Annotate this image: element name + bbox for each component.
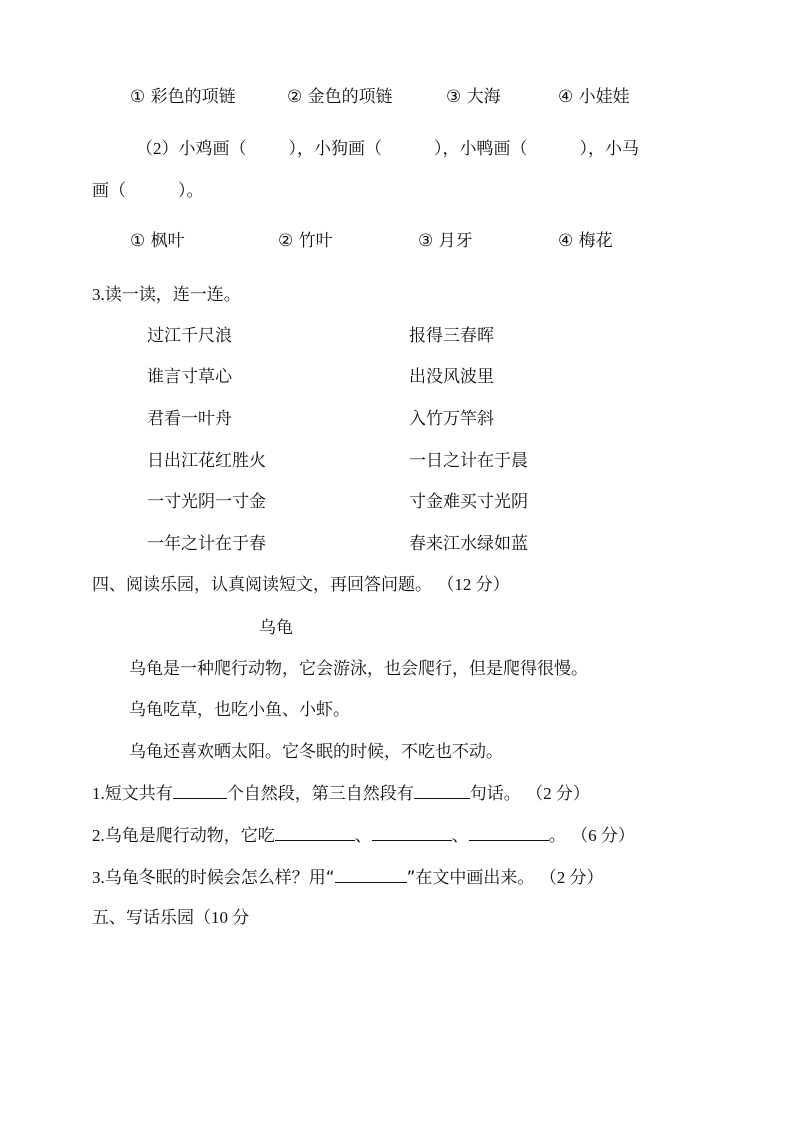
- question-text: 、: [451, 826, 469, 846]
- question-text: 、: [354, 826, 372, 846]
- question-2-part-2: [136, 138, 639, 160]
- section-4-heading: [92, 574, 510, 596]
- question-text: ）。: [178, 181, 204, 201]
- match-right-item: 寸金难买寸光阴: [409, 492, 528, 512]
- question-text: 画（: [92, 181, 126, 201]
- section-5-heading: [92, 907, 249, 929]
- section-score: （12 分）: [437, 575, 510, 594]
- question-number: 2.: [92, 826, 105, 845]
- option-mark: ④: [558, 231, 574, 251]
- option-mark: ③: [446, 87, 462, 107]
- question-number: 3.: [92, 285, 105, 304]
- option-mark: ②: [278, 231, 294, 251]
- passage-paragraph: 乌龟还喜欢晒太阳。它冬眠的时候，不吃也不动。: [129, 742, 503, 762]
- reading-question-1: [92, 782, 590, 805]
- option-text: 月牙: [438, 231, 473, 251]
- question-number: 3.: [92, 868, 105, 887]
- question-text: 读一读，连一连。: [104, 285, 241, 305]
- option-mark: ③: [418, 231, 434, 251]
- question-3-title: [92, 284, 241, 306]
- question-text: ），: [288, 139, 314, 159]
- question-number: 1.: [92, 784, 105, 803]
- answer-blank[interactable]: [372, 824, 452, 841]
- match-right-item: 一日之计在于晨: [409, 451, 528, 471]
- match-left-item: 日出江花红胜火: [147, 451, 266, 471]
- match-left-item: 谁言寸草心: [147, 367, 232, 387]
- passage-title: 乌龟: [259, 618, 293, 638]
- option-text: 竹叶: [298, 231, 333, 251]
- option-mark: ②: [287, 87, 303, 107]
- option-2: [287, 86, 393, 108]
- option-4: [558, 230, 613, 252]
- option-text: 大海: [466, 87, 501, 107]
- section-heading: 四、阅读乐园，认真阅读短文，再回答问题。: [92, 575, 432, 595]
- match-right-item: 出没风波里: [409, 367, 494, 387]
- question-score: （6 分）: [571, 826, 635, 845]
- option-mark: ①: [130, 231, 146, 251]
- question-text: 句话。: [469, 784, 521, 804]
- option-1: [130, 86, 236, 108]
- reading-question-2: [92, 824, 635, 847]
- section-score: （10 分: [194, 908, 250, 927]
- section-heading: 五、写话乐园: [92, 908, 194, 928]
- match-right-item: 报得三春晖: [409, 326, 494, 346]
- match-left-item: 君看一叶舟: [147, 409, 232, 429]
- question-text: 个自然段，第三自然段有: [226, 784, 414, 804]
- question-text: 小狗画（: [314, 139, 382, 159]
- question-text: 小鸡画（: [178, 139, 247, 159]
- match-left-item: 一寸光阴一寸金: [147, 492, 266, 512]
- answer-blank[interactable]: [469, 824, 549, 841]
- passage-paragraph: 乌龟吃草，也吃小鱼、小虾。: [129, 700, 350, 720]
- option-1: [130, 230, 185, 252]
- reading-question-3: [92, 866, 604, 889]
- question-label: （2）: [136, 139, 179, 158]
- answer-blank[interactable]: [275, 824, 355, 841]
- option-text: 枫叶: [150, 231, 185, 251]
- option-3: [446, 86, 501, 108]
- answer-blank[interactable]: [173, 782, 227, 799]
- question-text: ），: [434, 139, 460, 159]
- match-left-item: 过江千尺浪: [147, 326, 232, 346]
- option-text: 彩色的项链: [150, 87, 236, 107]
- question-text: ），: [579, 139, 605, 159]
- option-2: [278, 230, 333, 252]
- option-mark: ④: [558, 87, 574, 107]
- question-2-part-2-cont: [92, 180, 204, 202]
- match-right-item: 入竹万竿斜: [409, 409, 494, 429]
- question-text: 。: [548, 826, 566, 846]
- passage-paragraph: 乌龟是一种爬行动物，它会游泳，也会爬行，但是爬得很慢。: [129, 659, 588, 679]
- match-right-item: 春来江水绿如蓝: [409, 534, 528, 554]
- question-text: 乌龟冬眠的时候会怎么样？用“: [104, 868, 335, 888]
- option-mark: ①: [130, 87, 146, 107]
- answer-blank[interactable]: [414, 782, 470, 799]
- question-score: （2 分）: [539, 868, 604, 887]
- question-text: 短文共有: [104, 784, 173, 804]
- answer-blank[interactable]: [335, 866, 407, 883]
- option-text: 梅花: [578, 231, 613, 251]
- option-3: [418, 230, 473, 252]
- question-text: 小马: [605, 139, 639, 159]
- question-score: （2 分）: [526, 784, 590, 803]
- match-left-item: 一年之计在于春: [147, 534, 266, 554]
- option-text: 小娃娃: [578, 87, 630, 107]
- option-4: [558, 86, 630, 108]
- question-text: 乌龟是爬行动物，它吃: [104, 826, 275, 846]
- option-text: 金色的项链: [307, 87, 393, 107]
- question-text: 小鸭画（: [459, 139, 528, 159]
- question-text: ”在文中画出来。: [406, 868, 535, 888]
